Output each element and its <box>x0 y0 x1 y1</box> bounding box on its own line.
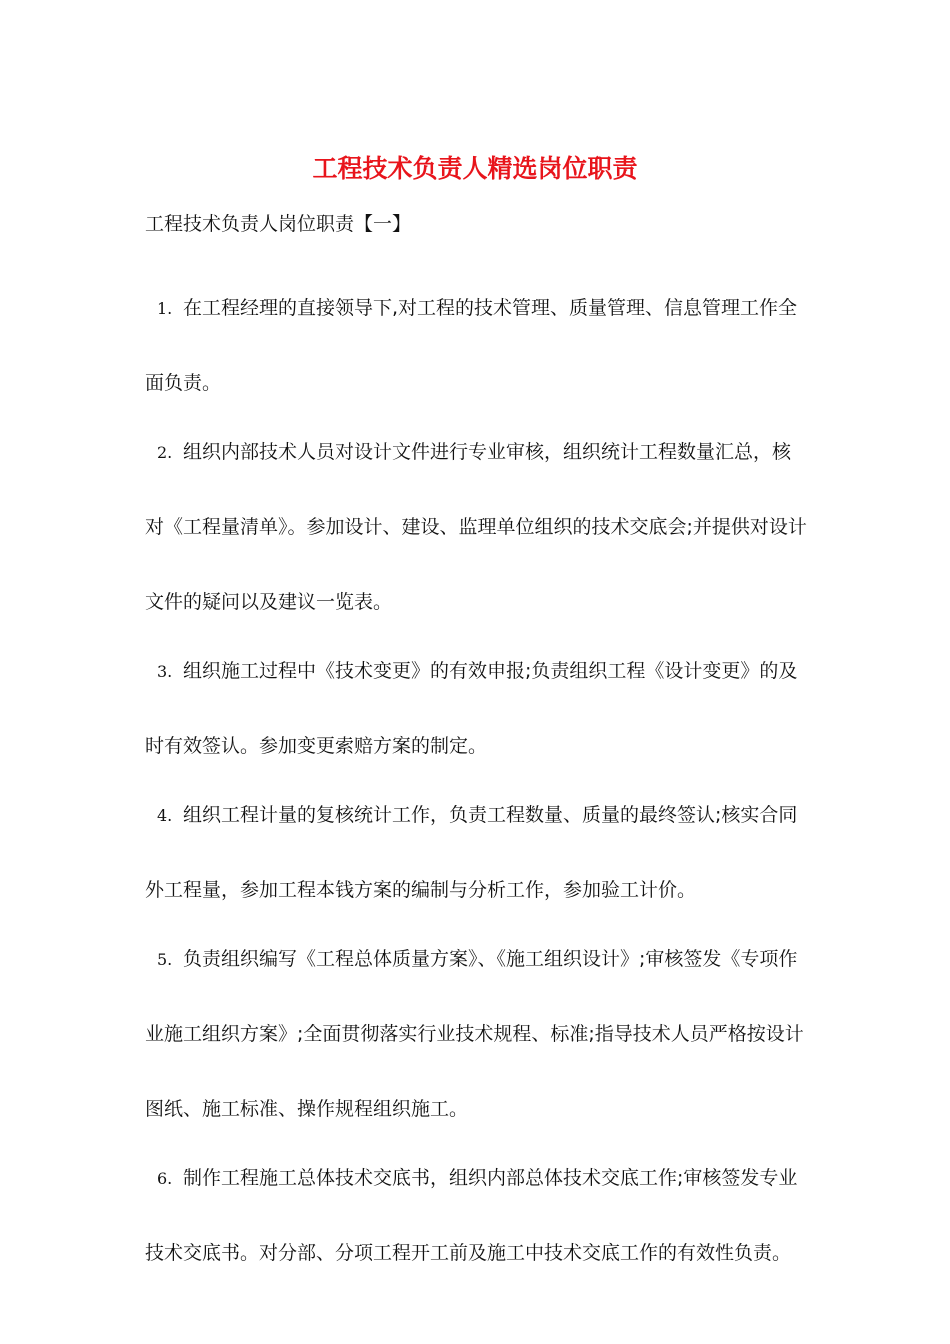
list-item-number: 2. <box>157 443 173 462</box>
list-item-text: 组织施工过程中《技术变更》的有效申报;负责组织工程《设计变更》的及时有效签认。参加变更索赔方案的制定。 <box>145 660 798 757</box>
list-item-number: 4. <box>157 806 173 825</box>
document-title: 工程技术负责人精选岗位职责 <box>312 154 638 183</box>
list-item-text: 组织工程计量的复核统计工作，负责工程数量、质量的最终签认;核实合同外工程量，参加工程本钱方案的编制与分析工作，参加验工计价。 <box>145 804 798 901</box>
list-item <box>145 634 807 784</box>
list-item-text: 在工程经理的直接领导下,对工程的技术管理、质量管理、信息管理工作全面负责。 <box>145 297 798 394</box>
list-item <box>145 922 807 1147</box>
list-item <box>145 778 807 928</box>
section-heading: 工程技术负责人岗位职责【一】 <box>145 213 412 235</box>
list-item-number: 6. <box>157 1169 173 1188</box>
list-item-text: 制作工程施工总体技术交底书，组织内部总体技术交底工作;审核签发专业技术交底书。对分部、分项工程开工前及施工中技术交底工作的有效性负责。 <box>145 1167 798 1264</box>
list-item-number: 5. <box>157 950 173 969</box>
duty-list <box>145 271 807 1285</box>
list-item-text: 组织内部技术人员对设计文件进行专业审核，组织统计工程数量汇总，核对《工程量清单》。参加设计、建设、监理单位组织的技术交底会;并提供对设计文件的疑问以及建议一览表。 <box>145 441 807 613</box>
list-item <box>145 415 807 640</box>
list-item <box>145 1141 807 1291</box>
list-item-number: 3. <box>157 662 173 681</box>
list-item-number: 1. <box>157 299 173 318</box>
list-item-text: 负责组织编写《工程总体质量方案》、《施工组织设计》;审核签发《专项作业施工组织方案》;全面贯彻落实行业技术规程、标准;指导技术人员严格按设计图纸、施工标准、操作规程组织施工。 <box>145 948 804 1120</box>
list-item <box>145 271 807 421</box>
